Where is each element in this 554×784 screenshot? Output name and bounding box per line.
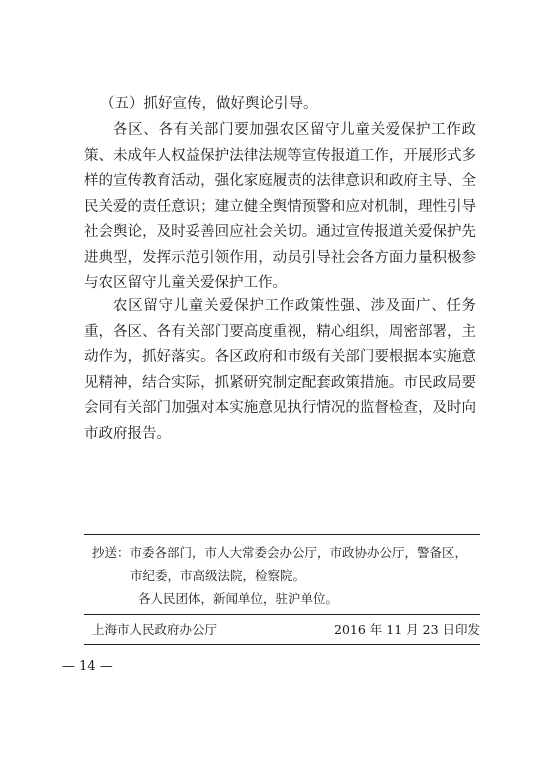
- cc-recipients-1: 市委各部门，市人大常委会办公厅，市政协办公厅，警备区，: [129, 545, 468, 560]
- section-heading: （五）抓好宣传，做好舆论引导。: [100, 96, 318, 112]
- cc-line-3: [92, 587, 484, 610]
- cc-label: 抄送：: [92, 545, 130, 560]
- page-number: — 14 —: [62, 659, 113, 674]
- cc-recipients-2: 市纪委，市高级法院，检察院。: [130, 568, 306, 583]
- body-paragraph-implementation: 农区留守儿童关爱保护工作政策性强、涉及面广、任务重，各区、各有关部门要高度重视，精心组织，周密部署，主动作为，抓好落实。各区政府和市级有关部门要根据本实施意见精神，结合实际，抓紧研究制定配套政策措施。市民政局要会同有关部门加强对本实施意见执行情况的监督检查，及时向市政府报告。: [84, 298, 476, 442]
- footer-divider-middle: [84, 614, 480, 615]
- issuer-name: 上海市人民政府办公厅: [92, 622, 218, 637]
- body-paragraph-publicity: 各区、各有关部门要加强农区留守儿童关爱保护工作政策、未成年人权益保护法律法规等宣传报道工作，开展形式多样的宣传教育活动，强化家庭履责的法律意识和政府主导、全民关爱的责任意识；建立健全舆情预警和应对机制，理性引导社会舆论，及时妥善回应社会关切。通过宣传报道关爱保护先进典型，发挥示范引领作用，动员引导社会各方面力量积极参与农区留守儿童关爱保护工作。: [84, 122, 476, 291]
- issue-date: 2016 年 11 月 23 日印发: [334, 622, 480, 637]
- cc-recipients-3: 各人民团体，新闻单位，驻沪单位。: [138, 591, 339, 606]
- cc-line-2: [92, 564, 484, 587]
- footer-divider-top: [84, 534, 480, 535]
- issue-info-row: [92, 619, 480, 641]
- cc-list: [92, 541, 484, 610]
- footer-divider-bottom: [84, 644, 480, 645]
- cc-line-1: [92, 541, 484, 564]
